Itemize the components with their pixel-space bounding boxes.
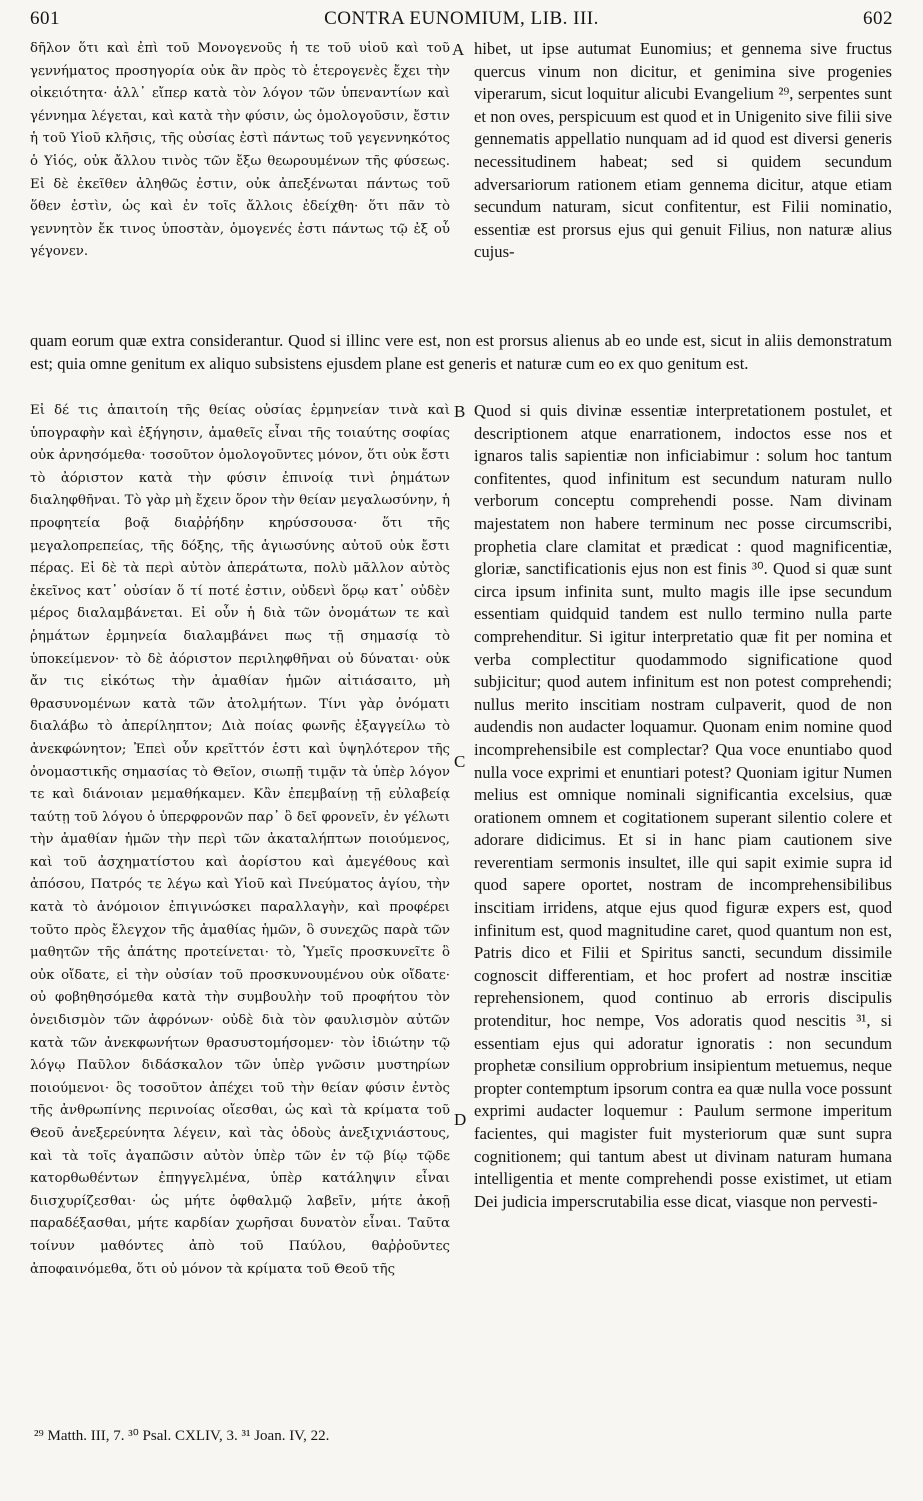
running-title: CONTRA EUNOMIUM, LIB. III. <box>324 8 599 29</box>
margin-marker-c: C <box>454 752 466 771</box>
margin-marker-b: B <box>454 402 466 421</box>
latin-column-section-1: hibet, ut ipse autumat Eunomius; et gennema sive fructus quercus vinum non dicitur, et genimina sive progenies viperarum, sicut loquitur alicubi Evangelium ²⁹, serpentes sunt et non oves, perspicuum est quod et in Unigenito sive filii sive gennematis appellatio nunquam ad id quod est diversi generis necessitudinem habeat; sed si quidem secundum adversariorum rationem etiam gennema dicitur, atque etiam secundum naturam, sicut confitentur, est Filii nominatio, essentiæ est prorsus ejus qui genuit Filius, non naturæ alius cujus- <box>474 39 892 262</box>
latin-column-section-2: Quod si quis divinæ essentiæ interpretationem postulet, et descriptionem atque enarrationem, indoctos esse nos et ignaros talis sapientiæ non inficiabimur : solum hoc tantum confitentes, quod infinitum est secundum naturam nullo verborum conceptu comprehendi posse. Nam divinam majestatem non habere terminum nec posse circumscribi, prophetia clare clamitat et prædicat : quod magnificentiæ, gloriæ, sanctificationis ejus non est finis ³⁰. Quod si quæ sunt circa ipsum infinita sunt, multo magis ille ipse secundum essentiam quidquid tandem est nullo termino nulla parte comprehenditur. Si igitur interpretatio quæ fit per nomina et verba complectitur quodammodo significatione quod subjicitur; quod autem infinitum est non potest comprehendi; nullus merito inscitiam nostram culpaverit, quod de non audendis non audacter loquamur. Quonam enim nomine quod incomprehensibile est complectar? Qua voce enuntiabo quod nulla voce exprimi et enuntiari potest? Quoniam igitur Numen melius est omnique nominali significantia excelsius, quæ orationem omnem et cogitationem superant silentio colere et adorare didicimus. Et si in hanc piam cautionem sive reverentiam sermonis insultet, ille qui sapit eximie supra id quod sapere oportet, nostram de incomprehensibilibus inscitiam irridens, atque ejus quod figuræ expers est, quod infinitum est, quod magnitudine caret, quod quantum non est, Patris dico et Filii et Spiritus sancti, secundum dissimile cognoscit differentiam, et hoc profert ad nostræ inscitiæ reprehensionem, quod continuo ab erroris discipulis protenditur, hoc nempe, Vos adoratis quod nescitis ³¹, si essentiam ejus qui adoratur ignoratis : non secundum prophetæ consilium opprobrium insipientum metuemus, neque propter contemptum ipsorum contra ea quæ nulla voce possunt exprimi audacter loquemur : Paulum sermone imperitum facientes, qui magister fuit mysteriorum quæ sunt supra cognitionem; qui tantum abest ut divinam naturam humana intelligentia et mente comprehendi posse existimet, ut etiam Dei judicia imperscrutabilia esse dicat, viasque non pervesti- <box>474 401 892 1211</box>
running-header <box>30 8 893 38</box>
latin-full-width-paragraph: quam eorum quæ extra considerantur. Quod si illinc vere est, non est prorsus alienus ab eo unde est, sicut in aliis demonstratum est; quia omne genitum ex aliquo subsistens ejusdem plane est generis et naturæ cum eo ex quo genitum est. <box>30 331 892 373</box>
greek-column-section-2: Εἰ δέ τις ἀπαιτοίη τῆς θείας οὐσίας ἑρμηνείαν τινὰ καὶ ὑπογραφὴν καὶ ἐξήγησιν, ἀμαθεῖς εἶναι τῆς τοιαύτης σοφίας οὐκ ἀρνησόμεθα· τοσοῦτον ὁμολογοῦντες μόνον, ὅτι οὐκ ἔστι τὸ ἀόριστον κατὰ τὴν φύσιν ἐπινοίᾳ τινὶ ῥημάτων διαληφθῆναι. Τὸ γὰρ μὴ ἔχειν ὅρον τὴν θείαν μεγαλωσύνην, ἡ προφητεία βοᾷ διαῤῥήδην κηρύσσουσα· ὅτι τῆς μεγαλοπρεπείας, τῆς δόξης, τῆς ἁγιωσύνης αὐτοῦ οὐκ ἔστι πέρας. Εἰ δὲ τὰ περὶ αὐτὸν ἀπεράτωτα, πολὺ μᾶλλον αὐτὸς ἐκεῖνος κατ᾽ οὐσίαν ὅ τί ποτέ ἐστιν, οὐδενὶ ὅρῳ κατ᾽ οὐδὲν μέρος διαλαμβάνεται. Εἰ οὖν ἡ διὰ τῶν ὀνομάτων τε καὶ ῥημάτων ἑρμηνεία διαλαμβάνει πως τῇ σημασίᾳ τὸ ὑποκείμενον· τὸ δὲ ἀόριστον περιληφθῆναι οὐ δύναται· οὐκ ἄν τις εἰκότως τὴν ἀμαθίαν ἡμῶν αἰτιάσαιτο, μὴ θρασυνομένων κατὰ τῶν ἀτολμήτων. Τίνι γὰρ ὀνόματι διαλάβω τὸ ἀπερίληπτον; Διὰ ποίας φωνῆς ἐξαγγείλω τὸ ἀνεκφώνητον; Ἐπεὶ οὖν κρεῖττόν ἐστι καὶ ὑψηλότερον τῆς ὀνομαστικῆς σημασίας τὸ Θεῖον, σιωπῇ τιμᾷν τὰ ὑπὲρ λόγον τε καὶ διάνοιαν μεμαθήκαμεν. Κἂν ἐπεμβαίνῃ τῇ εὐλαβείᾳ ταύτῃ τοῦ λόγου ὁ ὑπερφρονῶν παρ᾽ ὃ δεῖ φρονεῖν, ἐν γέλωτι τὴν ἀμαθίαν ἡμῶν τὴν περὶ τῶν ἀκαταλήπτων ποιούμενος, καὶ τοῦ ἀσχηματίστου καὶ ἀορίστου καὶ ἀμεγέθους καὶ ἀπόσου, Πατρός τε λέγω καὶ Υἱοῦ καὶ Πνεύματος ἁγίου, τὴν κατὰ τὸ ἀνόμοιον ἐπιγινώσκει παραλλαγὴν, καὶ προφέρει τοῦτο πρὸς ἔλεγχον τῆς ἀμαθίας ἡμῶν, ὃ συνεχῶς παρὰ τῶν μαθητῶν τῆς ἀπάτης προτείνεται· τὸ, Ὑμεῖς προσκυνεῖτε ὃ οὐκ οἴδατε, εἰ τὴν οὐσίαν τοῦ προσκυνουμένου οὐκ οἴδατε· οὐ φοβηθησόμεθα κατὰ τὴν συμβουλὴν τοῦ προφήτου τὸν ὀνειδισμὸν τῶν ἀφρόνων· οὐδὲ διὰ τὸν φαυλισμὸν αὐτῶν κατὰ τῶν ἀνεκφωνήτων θρασυστομήσομεν· τὸν ἰδιώτην τῷ λόγῳ Παῦλον διδάσκαλον τῶν ὑπὲρ γνῶσιν μυστηρίων ποιούμενοι· ὃς τοσοῦτον ἀπέχει τοῦ τὴν θείαν φύσιν ἐντὸς τῆς ἀνθρωπίνης περινοίας οἴεσθαι, ὡς καὶ τὰ κρίματα τοῦ Θεοῦ ἀνεξερεύνητα λέγειν, καὶ τὰς ὁδοὺς ἀνεξιχνιάστους, καὶ τὰ τοῖς ἀγαπῶσιν αὐτὸν ὑπὲρ τῶν ἐν τῷ βίῳ τῷδε κατορθωθέντων ἐπηγγελμένα, ὑπὲρ κατάληψιν εἶναι διισχυρίζεσθαι· ὡς μήτε ὀφθαλμῷ λαβεῖν, μήτε ἀκοῇ παραδέξασθαι, μήτε καρδίαν χωρῆσαι δυνατὸν εἶναι. Ταῦτα τοίνυν μαθόντες ἀπὸ τοῦ Παύλου, θαῤῥοῦντες ἀποφαινόμεθα, ὅτι οὐ μόνον τὰ κρίματα τοῦ Θεοῦ τῆς <box>30 403 450 1277</box>
margin-marker-a: A <box>452 40 465 59</box>
footnotes: ²⁹ Matth. III, 7. ³⁰ Psal. CXLIV, 3. ³¹ Joan. IV, 22. <box>34 1428 330 1444</box>
greek-column-section-1: δῆλον ὅτι καὶ ἐπὶ τοῦ Μονογενοῦς ἡ τε τοῦ υἱοῦ καὶ τοῦ γεννήματος προσηγορία οὐκ ἂν πρὸς τὸ ἑτερογενὲς ἔχει τὴν οἰκειότητα· ἀλλ᾽ εἴπερ κατὰ τὸν λόγον τῶν ὑπεναντίων καὶ γέννημα λέγεται, καὶ κατὰ τὴν φύσιν, ὡς ὁμολογοῦσιν, ἔστιν ἡ τοῦ Υἱοῦ κλῆσις, τῆς οὐσίας ἐστὶ πάντως τοῦ γεγεννηκότος ὁ Υἱός, οὐκ ἄλλου τινὸς τῶν ἔξω θεωρουμένων τῆς φύσεως. Εἰ δὲ ἐκεῖθεν ἀληθῶς ἐστιν, οὐκ ἀπεξένωται πάντως τοῦ ὅθεν ἐστὶν, ὡς καὶ ἐν τοῖς ἄλλοις ἐδείχθη· ὅτι πᾶν τὸ γεννητὸν ἔκ τινος ὑποστὰν, ὁμογενές ἐστι πάντως τῷ ἐξ οὗ γέγονεν. <box>30 41 450 260</box>
page-number-left: 601 <box>30 8 60 29</box>
margin-marker-d: D <box>454 1110 467 1129</box>
page-number-right: 602 <box>863 8 893 29</box>
